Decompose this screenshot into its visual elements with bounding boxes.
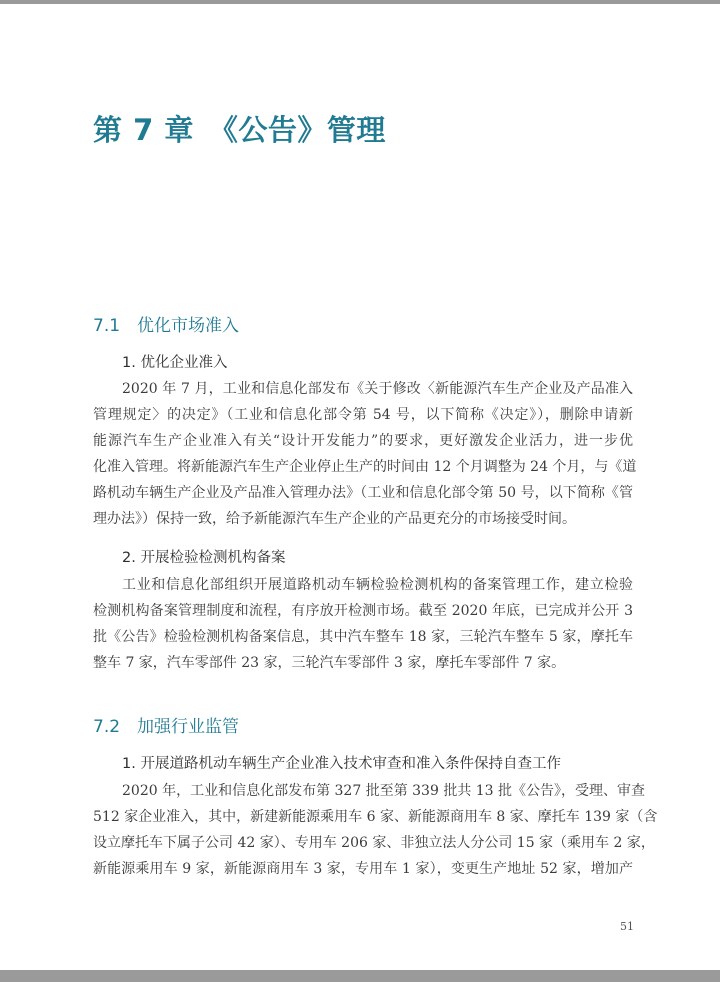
section-title-7-2: 7.2 加强行业监管 <box>93 717 240 737</box>
bottom-border <box>0 970 720 982</box>
paragraph-line: 理办法》）保持一致，给予新能源汽车生产企业的产品更充分的市场接受时间。 <box>93 511 576 527</box>
subsection-title: 1. 优化企业准入 <box>122 355 228 371</box>
subsection-title: 1. 开展道路机动车辆生产企业准入技术审查和准入条件保持自查工作 <box>122 756 561 772</box>
paragraph-line: 路机动车辆生产企业及产品准入管理办法》（工业和信息化部令第 50 号，以下简称《管 <box>93 485 633 501</box>
paragraph-line: 工业和信息化部组织开展道路机动车辆检验检测机构的备案管理工作，建立检验 <box>122 577 633 593</box>
top-border <box>0 0 720 4</box>
paragraph-line: 检测机构备案管理制度和流程，有序放开检测市场。截至 2020 年底，已完成并公开 3 <box>93 603 633 619</box>
paragraph-line: 2020 年，工业和信息化部发布第 327 批至第 339 批共 13 批《公告》，受理、审查 <box>122 783 646 799</box>
section-title-7-1: 7.1 优化市场准入 <box>93 316 240 336</box>
paragraph-line: 化准入管理。将新能源汽车生产企业停止生产的时间由 12 个月调整为 24 个月，与《道 <box>93 459 637 475</box>
paragraph-line: 512 家企业准入，其中，新建新能源乘用车 6 家、新能源商用车 8 家、摩托车 139 家（含 <box>93 809 658 825</box>
paragraph-line: 设立摩托车下属子公司 42 家）、专用车 206 家、非独立法人分公司 15 家（乘用车 2 家， <box>93 835 655 851</box>
paragraph-line: 管理规定〉的决定》（工业和信息化部令第 54 号，以下简称《决定》），删除申请新 <box>93 407 633 423</box>
subsection-title: 2. 开展检验检测机构备案 <box>122 550 286 566</box>
chapter-title: 第 7 章 《公告》管理 <box>93 113 386 147</box>
paragraph-line: 新能源乘用车 9 家，新能源商用车 3 家，专用车 1 家），变更生产地址 52 家，增加产 <box>93 861 633 877</box>
page-number: 51 <box>620 920 634 933</box>
paragraph-line: 2020 年 7 月，工业和信息化部发布《关于修改〈新能源汽车生产企业及产品准入 <box>122 381 633 397</box>
paragraph-line: 批《公告》检验检测机构备案信息，其中汽车整车 18 家，三轮汽车整车 5 家，摩托车 <box>93 629 633 645</box>
paragraph-line: 整车 7 家，汽车零部件 23 家，三轮汽车零部件 3 家，摩托车零部件 7 家。 <box>93 655 566 671</box>
paragraph-line: 能源汽车生产企业准入有关“设计开发能力”的要求，更好激发企业活力，进一步优 <box>93 433 633 449</box>
